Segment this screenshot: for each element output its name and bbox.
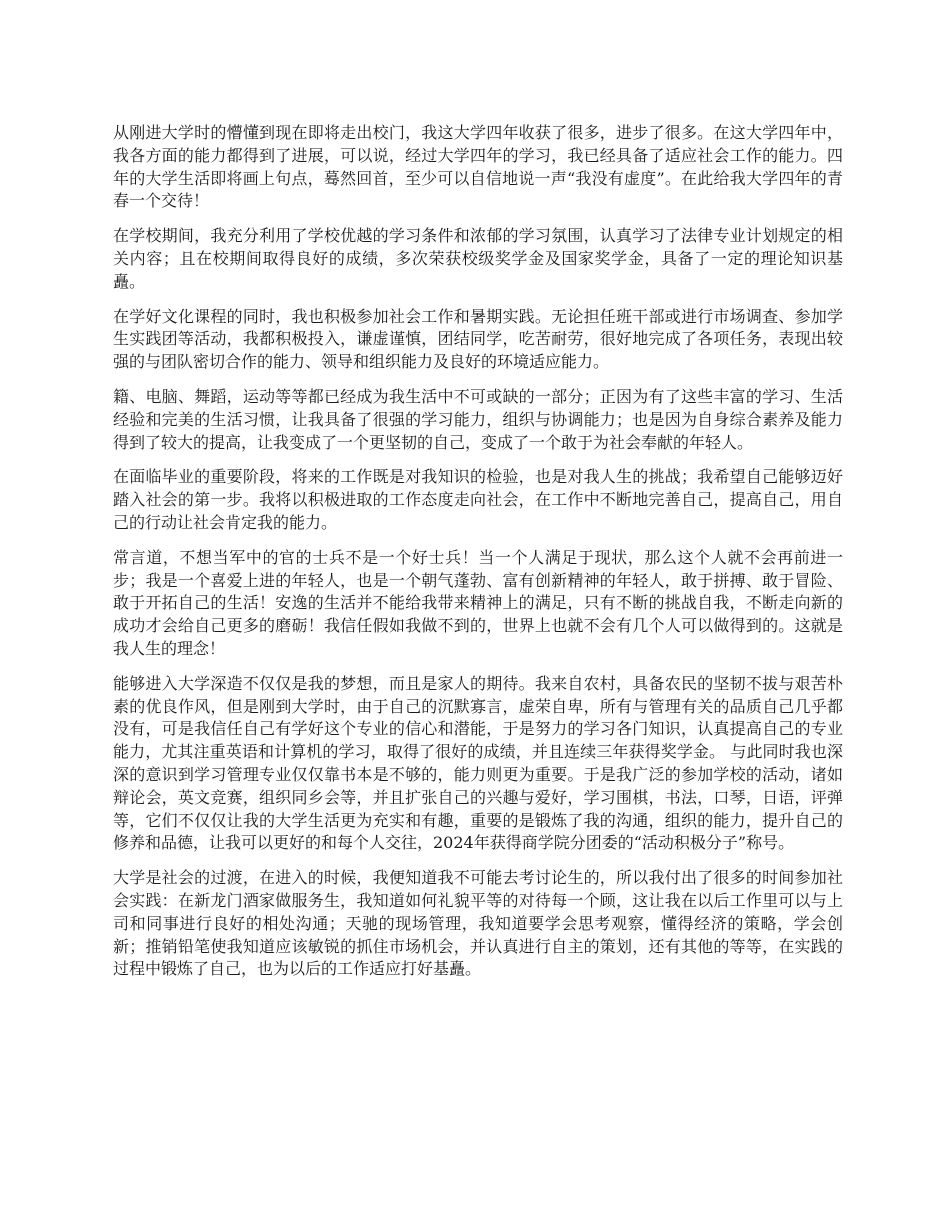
paragraph-1: 从刚进大学时的懵懂到现在即将走出校门，我这大学四年收获了很多，进步了很多。在这大学四年中，我各方面的能力都得到了进展，可以说，经过大学四年的学习，我已经具备了适应社会工作的能力。四年的大学生活即将画上句点，蓦然回首，至少可以自信地说一声“我没有虚度”。在此给我大学四年的青春一个交待！	[113, 123, 843, 211]
document-page	[113, 122, 843, 993]
paragraph-2: 在学校期间，我充分利用了学校优越的学习条件和浓郁的学习氛围，认真学习了法律专业计划规定的相关内容；且在校期间取得良好的成绩，多次荣获校级奖学金及国家奖学金，具备了一定的理论知识基矗。	[113, 226, 843, 291]
paragraph-6: 常言道，不想当军中的官的士兵不是一个好士兵！当一个人满足于现状，那么这个人就不会再前进一步；我是一个喜爱上进的年轻人，也是一个朝气蓬勃、富有创新精神的年轻人，敢于拼搏、敢于冒险、敢于开拓自己的生活！安逸的生活并不能给我带来精神上的满足，只有不断的挑战自我，不断走向新的成功才会给自己更多的磨砺！我信任假如我做不到的，世界上也就不会有几个人可以做得到的。这就是我人生的理念！	[113, 547, 843, 658]
paragraph-3: 在学好文化课程的同时，我也积极参加社会工作和暑期实践。无论担任班干部或进行市场调查、参加学生实践团等活动，我都积极投入，谦虚谨慎，团结同学，吃苦耐劳，很好地完成了各项任务，表现出较强的与团队密切合作的能力、领导和组织能力及良好的环境适应能力。	[113, 306, 843, 372]
paragraph-4: 籍、电脑、舞蹈，运动等等都已经成为我生活中不可或缺的一部分；正因为有了这些丰富的学习、生活经验和完美的生活习惯，让我具备了很强的学习能力，组织与协调能力；也是因为自身综合素养及能力得到了较大的提高，让我变成了一个更坚韧的自己，变成了一个敢于为社会奉献的年轻人。	[113, 386, 843, 452]
paragraph-8: 大学是社会的过渡，在进入的时候，我便知道我不可能去考讨论生的，所以我付出了很多的时间参加社会实践：在新龙门酒家做服务生，我知道如何礼貌平等的对待每一个顾，这让我在以后工作里可以与上司和同事进行良好的相处沟通；天驰的现场管理，我知道要学会思考观察，懂得经济的策略，学会创新；推销铅笔使我知道应该敏锐的抓住市场机会，并认真进行自主的策划，还有其他的等等，在实践的过程中锻炼了自己，也为以后的工作适应打好基矗。	[113, 868, 843, 979]
paragraph-7: 能够进入大学深造不仅仅是我的梦想，而且是家人的期待。我来自农村，具备农民的坚韧不拔与艰苦朴素的优良作风，但是刚到大学时，由于自己的沉默寡言，虚荣自卑，所有与管理有关的品质自己几乎都没有，可是我信任自己有学好这个专业的信心和潜能，于是努力的学习各门知识，认真提高自己的专业能力，尤其注重英语和计算机的学习，取得了很好的成绩，并且连续三年获得奖学金。 与此同时我也深深的意识到学习管理专业仅仅靠书本是不够的，能力则更为重要。于是我广泛的参加学校的活动，诸如辩论会，英文竞赛，组织同乡会等，并且扩张自己的兴趣与爱好，学习围棋，书法，口琴，日语，评弹等，它们不仅仅让我的大学生活更为充实和有趣，重要的是锻炼了我的沟通，组织的能力，提升自己的修养和品德，让我可以更好的和每个人交往，2024年获得商学院分团委的“活动积极分子”称号。	[113, 673, 843, 853]
paragraph-5: 在面临毕业的重要阶段，将来的工作既是对我知识的检验，也是对我人生的挑战；我希望自己能够迈好踏入社会的第一步。我将以积极进取的工作态度走向社会，在工作中不断地完善自己，提高自己，用自己的行动让社会肯定我的能力。	[113, 467, 843, 532]
